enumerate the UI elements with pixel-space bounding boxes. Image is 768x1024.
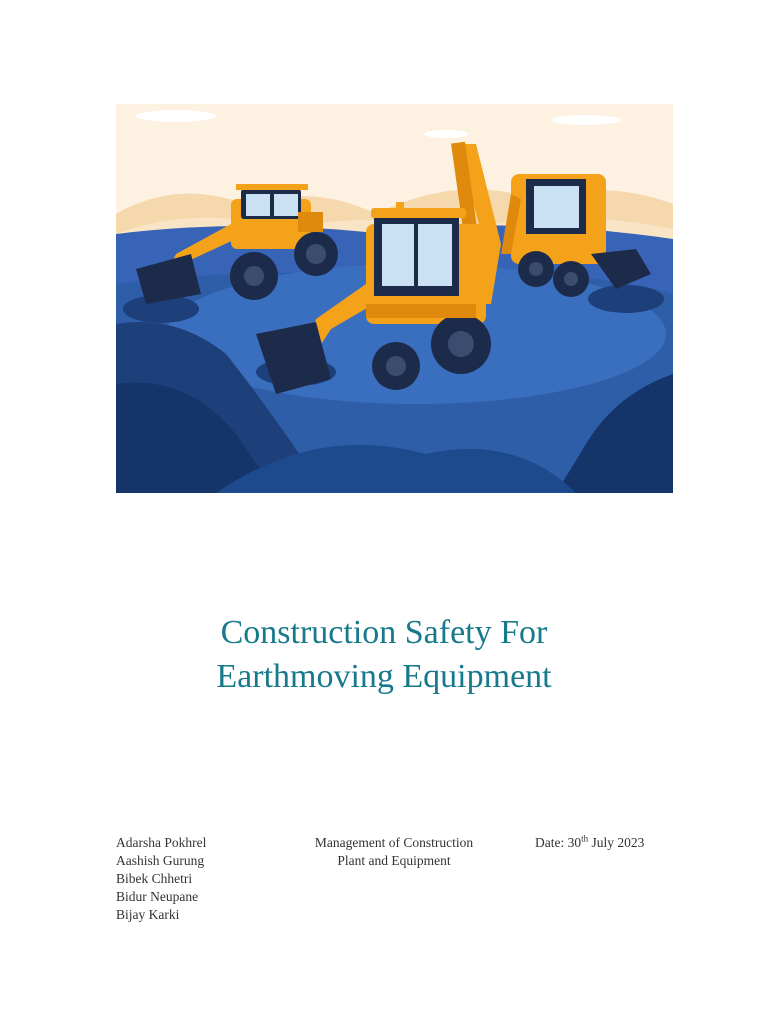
author-name: Adarsha Pokhrel bbox=[116, 835, 207, 850]
date-rest: July 2023 bbox=[588, 835, 645, 850]
document-title bbox=[0, 611, 768, 699]
author-name: Bijay Karki bbox=[116, 907, 180, 922]
title-line-2: Earthmoving Equipment bbox=[216, 658, 552, 695]
author-name: Bidur Neupane bbox=[116, 889, 199, 904]
date-ordinal-suffix: th bbox=[581, 833, 589, 844]
course-name bbox=[286, 834, 502, 870]
title-line-1: Construction Safety For bbox=[220, 614, 548, 651]
date-prefix: Date: 30 bbox=[535, 835, 582, 850]
earthmoving-equipment-illustration bbox=[116, 104, 673, 493]
course-line-1: Management of Construction bbox=[314, 835, 474, 850]
illustration-svg bbox=[116, 104, 673, 493]
author-name: Aashish Gurung bbox=[116, 853, 205, 868]
submission-date bbox=[535, 834, 644, 852]
course-line-2: Plant and Equipment bbox=[337, 853, 451, 868]
author-name: Bibek Chhetri bbox=[116, 871, 193, 886]
author-list bbox=[116, 834, 206, 924]
